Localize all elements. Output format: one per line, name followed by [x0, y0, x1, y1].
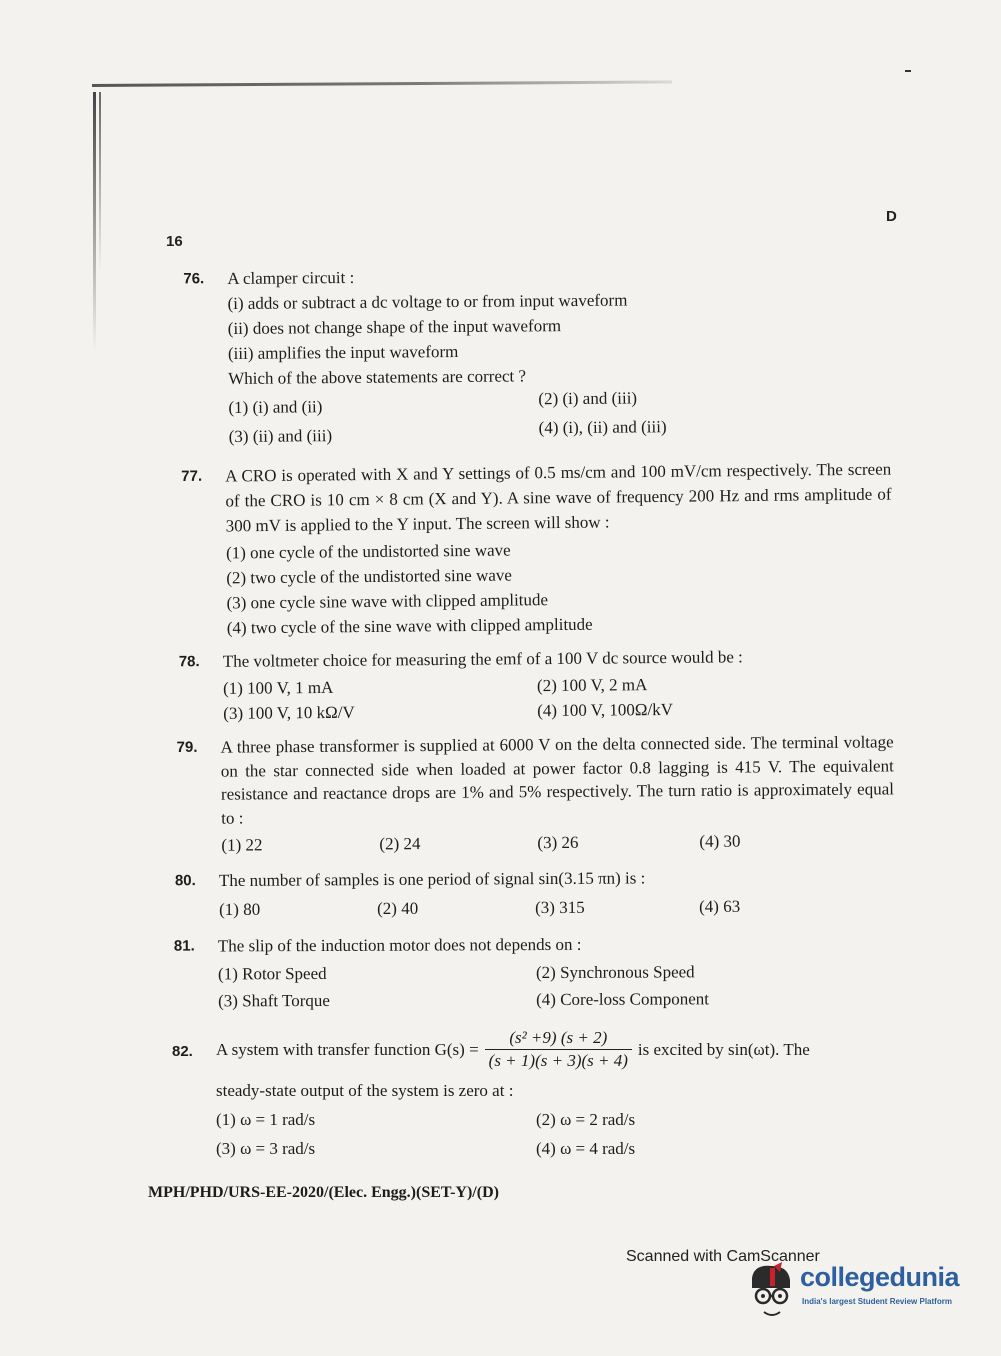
question-79: [176, 730, 895, 858]
option-row: [221, 828, 894, 858]
option: (3) ω = 3 rad/s: [216, 1139, 316, 1158]
option: (3) Shaft Torque: [218, 990, 330, 1011]
statement: (ii) does not change shape of the input waveform: [227, 316, 562, 339]
option: (1) ω = 1 rad/s: [216, 1110, 316, 1129]
stem-text: is excited by sin(ωt). The: [637, 1039, 810, 1059]
option: (4) ω = 4 rad/s: [536, 1139, 636, 1158]
statement: (iii) amplifies the input waveform: [227, 341, 459, 364]
option: (3) one cycle sine wave with clipped amplitude: [226, 590, 549, 613]
fraction-denominator: (s + 1)(s + 3)(s + 4): [488, 1050, 628, 1070]
option: (1) 22: [221, 835, 263, 855]
option: (4) 30: [699, 831, 741, 851]
question-78: [178, 643, 884, 726]
option: (1) 80: [219, 899, 261, 920]
logo-wordmark: collegedunia: [800, 1262, 960, 1292]
stem-text: A system with transfer function G(s) =: [216, 1039, 479, 1059]
question-stem: The slip of the induction motor does not depends on :: [217, 934, 582, 956]
question-81: [173, 931, 878, 1014]
option: (2) 40: [377, 898, 419, 919]
question-76: [183, 262, 689, 449]
question-stem: A three phase transformer is supplied at 6000 V on the delta connected side. The terminal voltage on the star connected side when loaded at power factor 0.8 lagging is 415 V. The equivalent resistance and reactance drops are 1% and 5% respectively. The turn ratio is approximately equal to :: [220, 732, 895, 828]
fraction-numerator: (s² +9) (s + 2): [485, 1028, 632, 1050]
option: (4) Core-loss Component: [536, 989, 709, 1010]
option-row: [218, 959, 878, 987]
question-82: [172, 1024, 906, 1161]
option: (3) 100 V, 10 kΩ/V: [223, 702, 355, 723]
question-number: 82.: [172, 1043, 193, 1060]
page-edge-shadow: [99, 92, 101, 272]
option: (1) one cycle of the undistorted sine wave: [225, 540, 511, 563]
option: (4) two cycle of the sine wave with clipped amplitude: [226, 614, 593, 638]
option: (1) 100 V, 1 mA: [222, 677, 334, 698]
option: (2) 24: [379, 834, 421, 854]
option: (3) 26: [537, 832, 579, 853]
question-number: 78.: [178, 653, 200, 671]
option: (4) 100 V, 100Ω/kV: [537, 699, 674, 721]
question-stem: [216, 1024, 906, 1074]
option: (2) 100 V, 2 mA: [536, 675, 648, 696]
mascot-icon: [744, 1262, 798, 1322]
transfer-function-fraction: [485, 1028, 632, 1071]
question-80: [174, 864, 879, 922]
question-stem: The number of samples is one period of signal sin(3.15 πn) is :: [218, 868, 646, 891]
stem-continued: steady-state output of the system is zero at :: [216, 1081, 514, 1100]
option: (3) 315: [535, 897, 585, 918]
collegedunia-logo: [744, 1262, 974, 1322]
logo-tagline: India's largest Student Review Platform: [802, 1297, 952, 1306]
question-number: 76.: [183, 270, 205, 288]
option: (4) 63: [699, 896, 741, 917]
question-77: [181, 457, 893, 641]
document-footer-code: MPH/PHD/URS-EE-2020/(Elec. Engg.)(SET-Y)/(D): [148, 1184, 499, 1201]
statement: Which of the above statements are correct ?: [228, 366, 527, 389]
option-row: [218, 986, 878, 1014]
question-number: 77.: [181, 467, 203, 485]
scanner-watermark: Scanned with CamScanner: [626, 1248, 820, 1265]
option: (3) (ii) and (iii): [228, 426, 333, 447]
page-edge-mark: [905, 70, 911, 72]
option: (2) Synchronous Speed: [535, 962, 695, 983]
option-row: [228, 417, 689, 449]
option: (2) two cycle of the undistorted sine wave: [226, 565, 512, 588]
option: (2) (i) and (iii): [538, 388, 638, 409]
question-number: 79.: [176, 738, 198, 756]
question-stem: A CRO is operated with X and Y settings of 0.5 ms/cm and 100 mV/cm respectively. The screen of the CRO is 10 cm × 8 cm (X and Y). A sine wave of frequency 200 Hz and rms amplitude of 300 mV is applied to the Y input. The screen will show :: [225, 459, 892, 536]
option: (4) (i), (ii) and (iii): [538, 417, 667, 438]
option: (1) Rotor Speed: [217, 963, 327, 984]
question-stem: A clamper circuit :: [227, 267, 355, 289]
question-stem: The voltmeter choice for measuring the emf of a 100 V dc source would be :: [222, 647, 743, 671]
option-row: [219, 893, 879, 922]
set-code: D: [886, 208, 897, 225]
option: (1) (i) and (ii): [228, 397, 323, 418]
page-number: 16: [166, 233, 183, 250]
question-number: 81.: [173, 937, 195, 955]
option-row: [216, 1136, 906, 1161]
statement: (i) adds or subtract a dc voltage to or from input waveform: [227, 290, 628, 314]
page-edge-shadow: [92, 80, 672, 87]
option-row: [223, 695, 883, 726]
question-number: 80.: [174, 872, 196, 890]
option-row: [216, 1107, 906, 1132]
page-edge-shadow: [93, 92, 96, 352]
option: (2) ω = 2 rad/s: [536, 1110, 636, 1129]
